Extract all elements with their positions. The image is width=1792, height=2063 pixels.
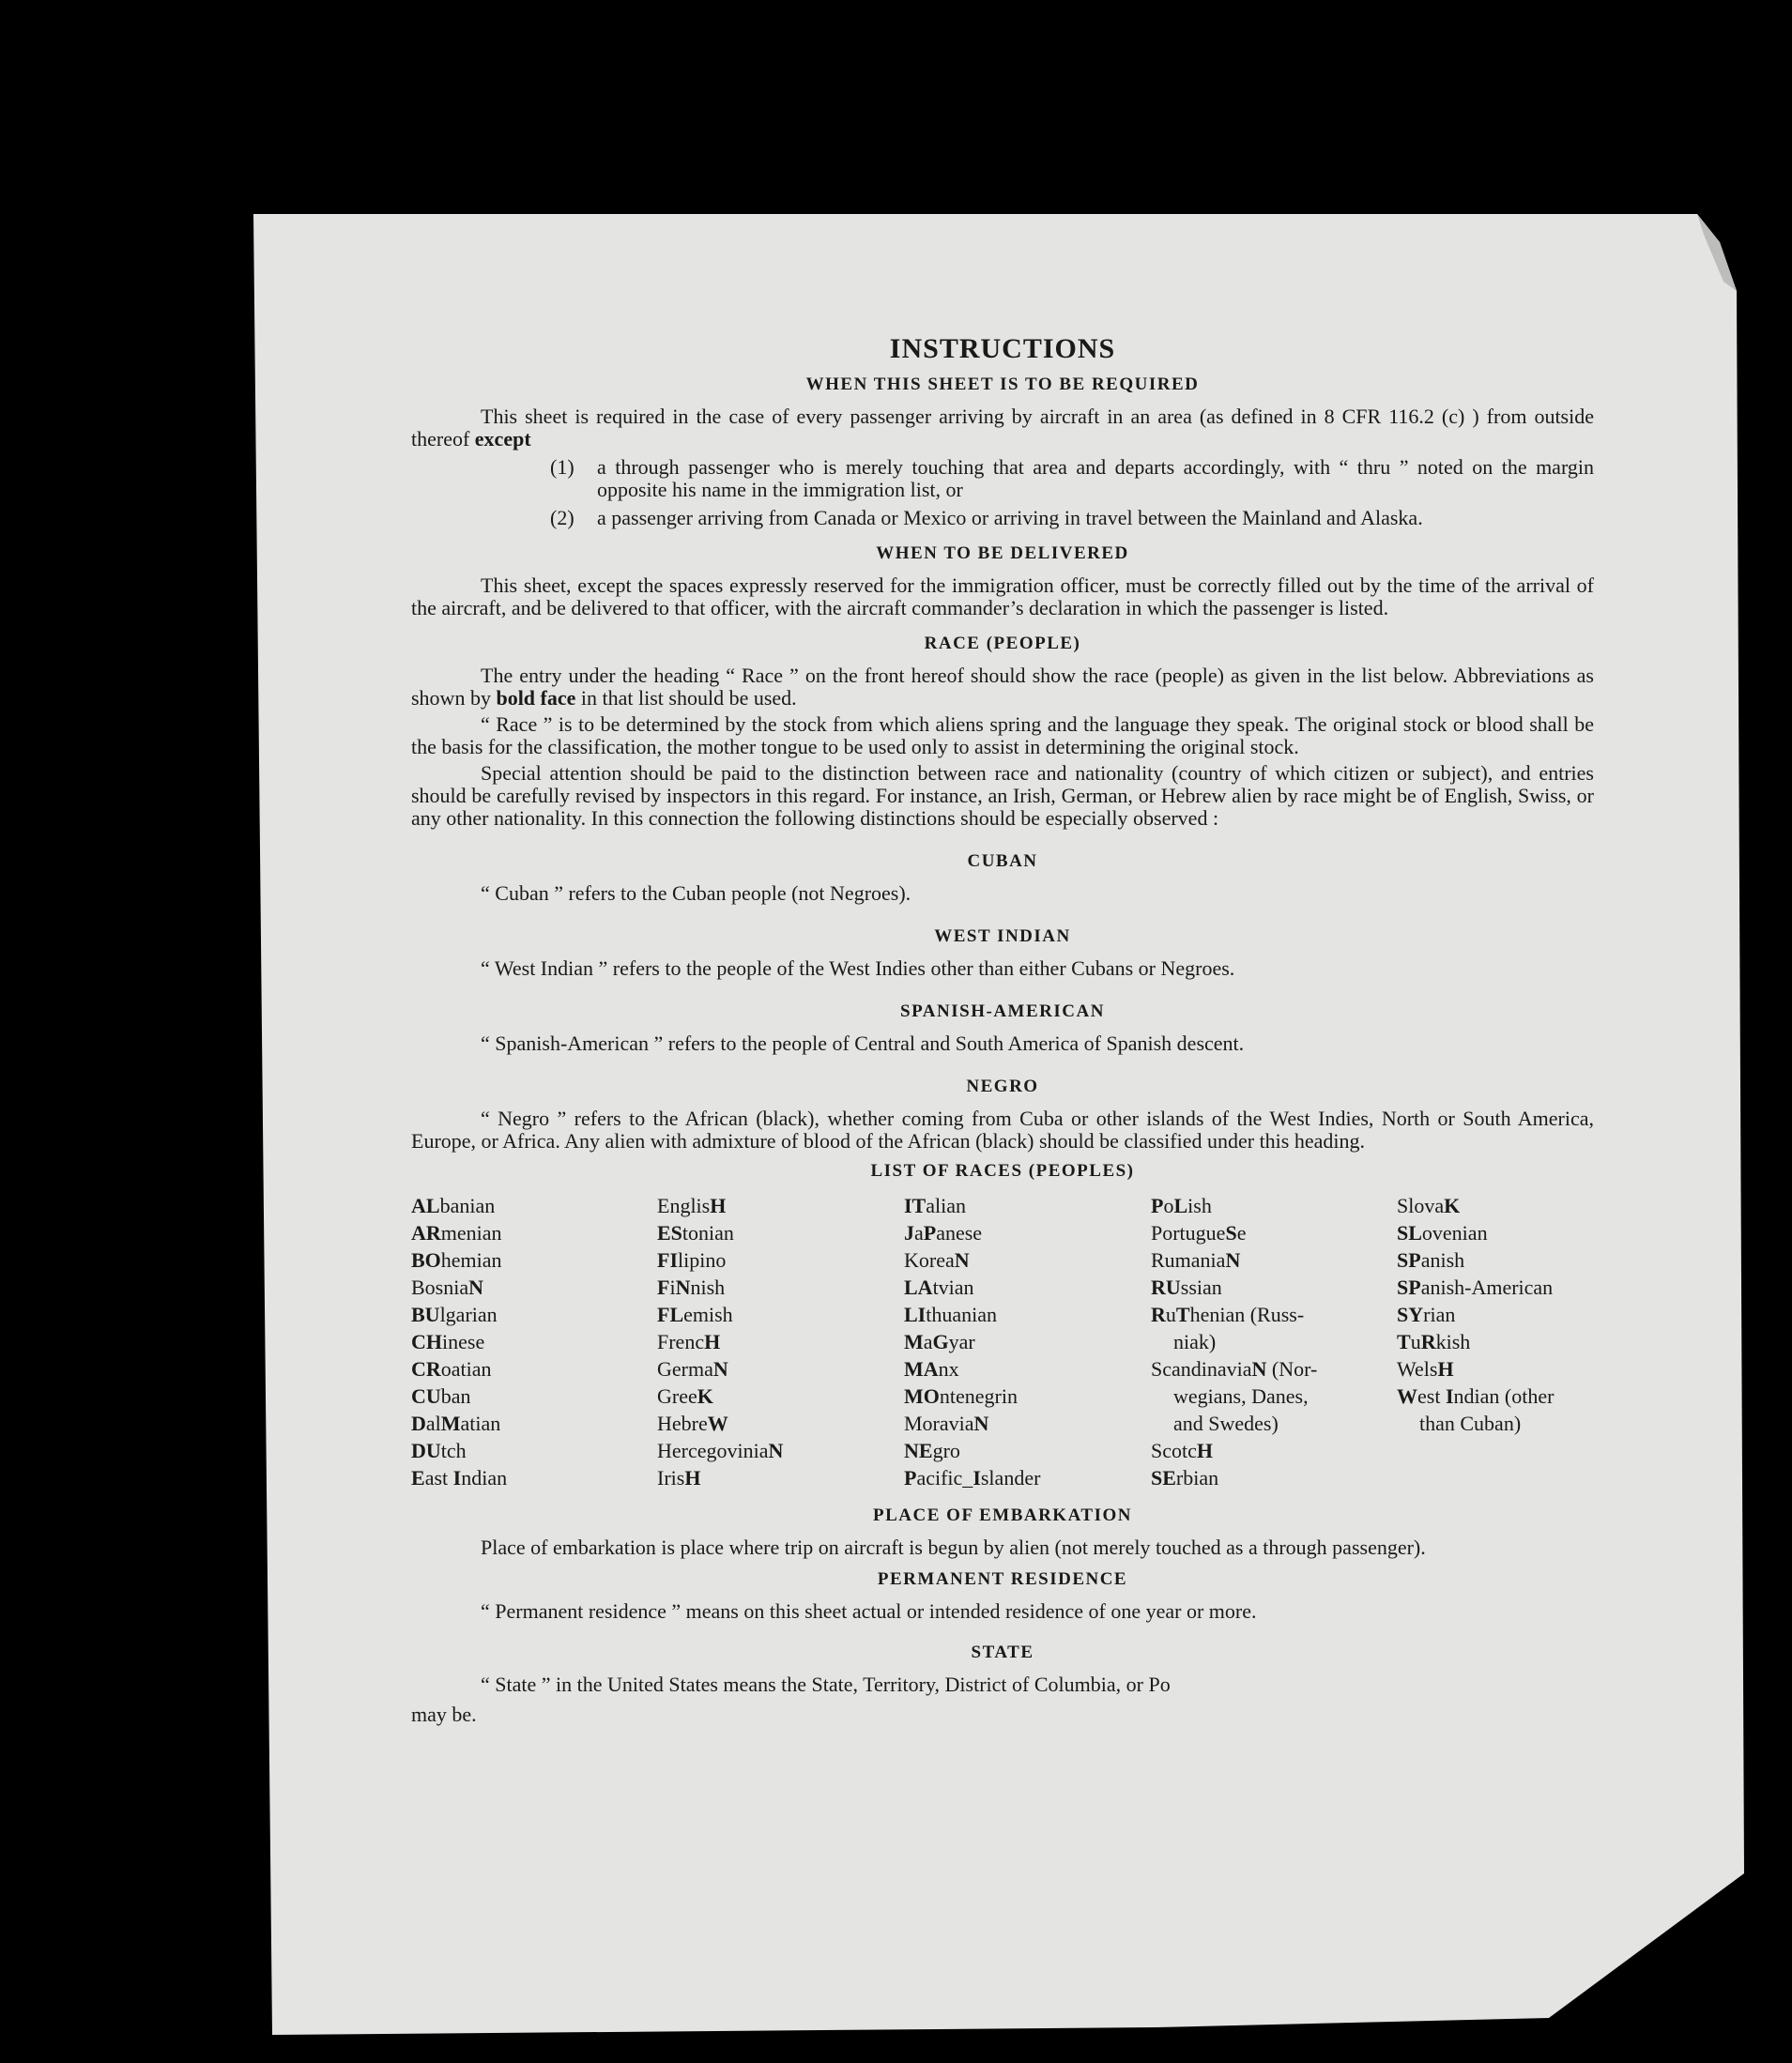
race-paragraph-1: The entry under the heading “ Race ” on the front hereof should show the race (people) as given in the list below. Abbreviations as shown by bold face in that list should be used. xyxy=(411,664,1594,710)
list-of-races-heading: LIST OF RACES (PEOPLES) xyxy=(870,1161,1135,1181)
race-entry: FiNnish xyxy=(657,1276,726,1299)
races-list xyxy=(411,1192,1594,1491)
race-entry: ALbanian xyxy=(411,1194,496,1217)
negro-text: “ Negro ” refers to the African (black), whether coming from Cuba or other islands of the West Indies, North or South America, Europe, or Africa. Any alien with admixture of blood of the African (black) should be classified under this heading. xyxy=(411,1107,1594,1153)
race-entry: LAtvian xyxy=(904,1276,974,1299)
race-column-5 xyxy=(1397,1192,1594,1491)
race-column-4 xyxy=(1151,1192,1397,1491)
race-entry: PortugueSe xyxy=(1151,1221,1247,1245)
race-entry: ITalian xyxy=(904,1194,967,1217)
cuban-text: “ Cuban ” refers to the Cuban people (not Negroes). xyxy=(481,881,911,905)
cuban-heading: CUBAN xyxy=(967,851,1038,871)
race-heading: RACE (PEOPLE) xyxy=(924,634,1081,653)
when-delivered-heading: WHEN TO BE DELIVERED xyxy=(876,543,1129,563)
race-entry: LIthuanian xyxy=(904,1303,998,1326)
exception-item-2: (2) a passenger arriving from Canada or Mexico or arriving in travel between the Mainland and Alaska. xyxy=(550,506,1423,529)
negro-heading: NEGRO xyxy=(966,1077,1039,1096)
race-entry: CUban xyxy=(411,1384,471,1408)
race-entry: Pacific_Islander xyxy=(904,1466,1041,1490)
spanish-american-text: “ Spanish-American ” refers to the people of Central and South America of Spanish descent. xyxy=(481,1032,1245,1055)
race-entry: MoraviaN xyxy=(904,1412,989,1435)
race-entry: HercegoviniaN xyxy=(657,1439,784,1462)
race-entry: EnglisH xyxy=(657,1194,727,1217)
race-entry: KoreaN xyxy=(904,1248,970,1272)
race-entry: CHinese xyxy=(411,1330,485,1353)
race-entry: and Swedes) xyxy=(1173,1412,1279,1435)
race-entry: BUlgarian xyxy=(411,1303,498,1326)
race-entry: IrisH xyxy=(657,1466,701,1490)
race-entry: ScotcH xyxy=(1151,1439,1214,1462)
race-entry: CRoatian xyxy=(411,1357,492,1381)
race-entry: HebreW xyxy=(657,1412,728,1435)
state-text-continued: may be. xyxy=(411,1703,477,1726)
race-entry: GermaN xyxy=(657,1357,728,1381)
race-entry: MaGyar xyxy=(904,1330,975,1353)
race-entry: wegians, Danes, xyxy=(1173,1384,1309,1408)
race-entry: than Cuban) xyxy=(1419,1412,1522,1435)
exception-item-1: (1) a through passenger who is merely touching that area and departs accordingly, with “ thru ” noted on the margin opposite his name in the immigration list, or xyxy=(550,455,1594,501)
race-entry: MAnx xyxy=(904,1357,959,1381)
race-entry: SLovenian xyxy=(1397,1221,1488,1245)
race-entry: DalMatian xyxy=(411,1412,501,1435)
race-entry: ARmenian xyxy=(411,1221,502,1245)
embarkation-heading: PLACE OF EMBARKATION xyxy=(873,1505,1132,1525)
race-entry: FLemish xyxy=(657,1303,733,1326)
race-entry: SYrian xyxy=(1397,1303,1456,1326)
race-entry: RuThenian (Russ- xyxy=(1151,1303,1305,1326)
race-entry: WelsH xyxy=(1397,1357,1454,1381)
race-entry: TuRkish xyxy=(1397,1330,1471,1353)
state-heading: STATE xyxy=(971,1643,1034,1662)
embarkation-text: Place of embarkation is place where trip on aircraft is begun by alien (not merely touched as a through passenger). xyxy=(481,1536,1426,1559)
document-title: INSTRUCTIONS xyxy=(889,333,1116,364)
race-paragraph-3: Special attention should be paid to the distinction between race and nationality (country of which citizen or subject), and entries should be carefully revised by inspectors in this regard. For instance, an Irish, German, or Hebrew alien by race might be of English, Swiss, or any other nationality. In this connection the following distinctions should be especially observed : xyxy=(411,761,1594,830)
race-column-2 xyxy=(657,1192,904,1491)
race-entry: SPanish xyxy=(1397,1248,1465,1272)
race-paragraph-2: “ Race ” is to be determined by the stock from which aliens spring and the language they speak. The original stock or blood shall be the basis for the classification, the mother tongue to be used only to assist in determining the original stock. xyxy=(411,712,1594,758)
race-entry: FrencH xyxy=(657,1330,721,1353)
when-required-intro: This sheet is required in the case of every passenger arriving by aircraft in an area (as defined in 8 CFR 116.2 (c) ) from outside thereof except xyxy=(411,405,1594,451)
race-entry: West Indian (other xyxy=(1397,1384,1555,1408)
when-delivered-text: This sheet, except the spaces expressly reserved for the immigration officer, must be correctly filled out by the time of the arrival of the aircraft, and be delivered to that officer, with the aircraft commander’s declaration in which the passenger is listed. xyxy=(411,573,1594,619)
race-entry: GreeK xyxy=(657,1384,713,1408)
instructions-document xyxy=(411,333,1594,1726)
race-column-1 xyxy=(411,1192,657,1491)
permanent-residence-heading: PERMANENT RESIDENCE xyxy=(877,1569,1128,1589)
when-required-heading: WHEN THIS SHEET IS TO BE REQUIRED xyxy=(805,374,1200,394)
race-entry: BosniaN xyxy=(411,1276,484,1299)
west-indian-heading: WEST INDIAN xyxy=(934,926,1071,946)
race-entry: DUtch xyxy=(411,1439,467,1462)
race-entry: ScandinaviaN (Nor- xyxy=(1151,1357,1318,1381)
race-entry: SlovaK xyxy=(1397,1194,1461,1217)
race-entry: RUssian xyxy=(1151,1276,1222,1299)
spanish-american-heading: SPANISH-AMERICAN xyxy=(900,1001,1105,1021)
permanent-residence-text: “ Permanent residence ” means on this sheet actual or intended residence of one year or more. xyxy=(481,1599,1257,1623)
race-entry: EStonian xyxy=(657,1221,734,1245)
race-entry: NEgro xyxy=(904,1439,960,1462)
race-entry: RumaniaN xyxy=(1151,1248,1241,1272)
west-indian-text: “ West Indian ” refers to the people of the West Indies other than either Cubans or Negroes. xyxy=(481,956,1235,980)
race-column-3 xyxy=(904,1192,1151,1491)
state-text: “ State ” in the United States means the State, Territory, District of Columbia, or Po xyxy=(481,1673,1171,1696)
race-entry: BOhemian xyxy=(411,1248,502,1272)
race-entry: niak) xyxy=(1173,1330,1217,1353)
race-entry: PoLish xyxy=(1151,1194,1212,1217)
race-entry: SPanish-American xyxy=(1397,1276,1554,1299)
race-entry: MOntenegrin xyxy=(904,1384,1018,1408)
race-entry: East Indian xyxy=(411,1466,508,1490)
race-entry: FIlipino xyxy=(657,1248,727,1272)
race-entry: SErbian xyxy=(1151,1466,1219,1490)
race-entry: JaPanese xyxy=(904,1221,983,1245)
